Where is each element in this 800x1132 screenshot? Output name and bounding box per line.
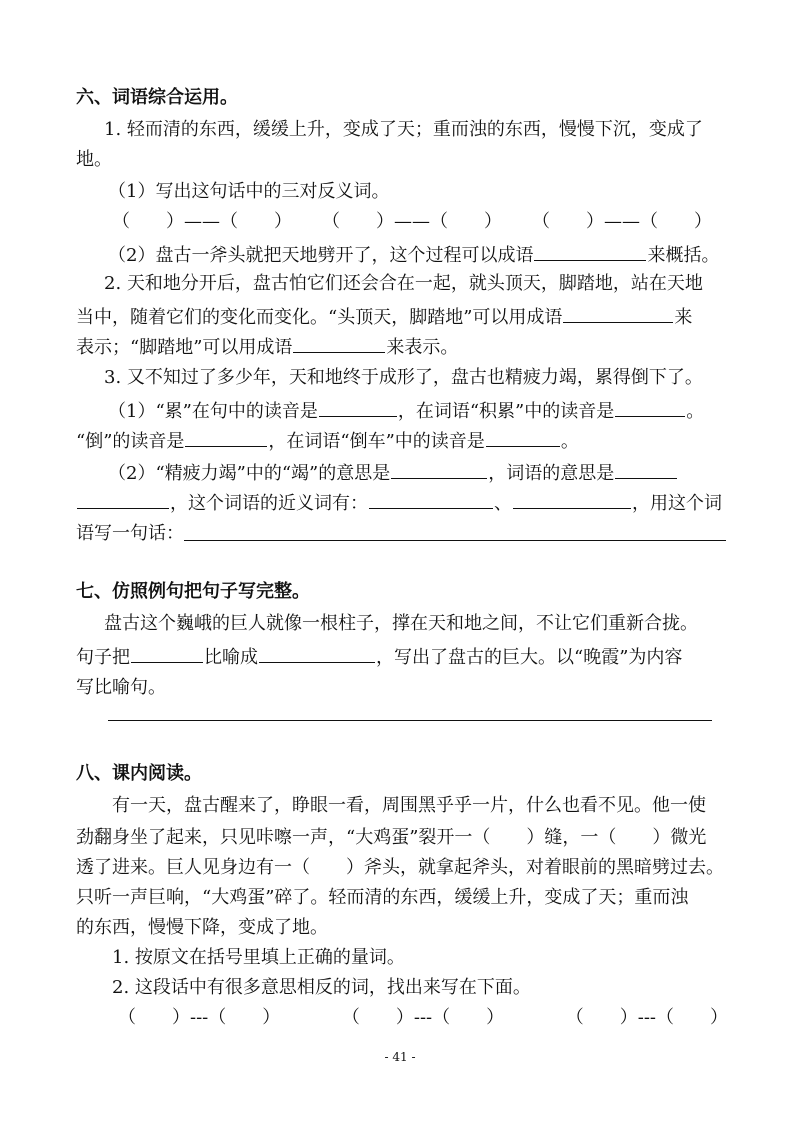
q6-1-sub2-text: （2）盘古一斧头就把天地劈开了，这个过程可以成语 [108, 245, 534, 266]
answer-blank[interactable] [486, 428, 560, 447]
reading-passage-line: 透了进来。巨人见身边有一（ ）斧头，就拿起斧头，对着眼前的黑暗劈过去。 [76, 857, 724, 878]
answer-blank[interactable] [615, 460, 677, 479]
sec7-line2-tail: ，写出了盘古的巨大。以“晚霞”为内容 [376, 647, 683, 668]
answer-blank[interactable] [319, 398, 397, 417]
reading-passage-line: 有一天，盘古醒来了，睁眼一看，周围黑乎乎一片，什么也看不见。他一使 [112, 795, 706, 816]
page-number: - 41 - [384, 1050, 416, 1064]
answer-blank[interactable] [369, 490, 493, 509]
q6-3-s2-tail: ，用这个词 [632, 493, 722, 514]
opposite-pair[interactable]: （ ）---（ ） [118, 1007, 281, 1028]
q6-3-sub2-line2 [76, 490, 722, 516]
q6-3-s1-end2: 。 [560, 431, 579, 452]
opposite-pair[interactable]: （ ）---（ ） [565, 1007, 728, 1028]
reading-passage-line: 只听一声巨响，“大鸡蛋”碎了。轻而清的东西，缓缓上升，变成了天；重而浊 [76, 887, 689, 908]
sentence-writing-line[interactable] [184, 540, 726, 541]
answer-blank[interactable] [534, 242, 646, 261]
q6-3-sub1-line1 [108, 398, 704, 424]
answer-blank[interactable] [185, 428, 267, 447]
q6-3-s1-text: （1）“累”在句中的读音是 [108, 401, 318, 422]
antonym-pair[interactable]: （ ）——（ ） [322, 211, 502, 232]
answer-blank[interactable] [77, 490, 169, 509]
q6-1-sub1: （1）写出这句话中的三对反义词。 [108, 181, 390, 202]
answer-blank[interactable] [259, 644, 375, 663]
q6-1-sub2-tail: 来概括。 [647, 245, 720, 266]
q6-2-line1: 2. 天和地分开后，盘古怕它们还会合在一起，就头顶天，脚踏地，站在天地 [104, 273, 703, 294]
answer-blank[interactable] [131, 644, 203, 663]
q6-2-line2 [76, 304, 692, 330]
reading-passage-line: 的东西，慢慢下降，变成了地。 [76, 917, 328, 938]
sec7-line2-mid: 比喻成 [204, 647, 258, 668]
q6-3-sub2-line3: 语写一句话： [76, 523, 184, 544]
section-7-heading: 七、仿照例句把句子写完整。 [76, 581, 310, 602]
q6-3-sub1-line2 [76, 428, 579, 454]
q6-3-s1-mid2: ，在词语“倒车”中的读音是 [268, 431, 485, 452]
q6-2-line3-tail: 来表示。 [386, 337, 459, 358]
section-8-heading: 八、课内阅读。 [76, 763, 202, 784]
q6-3-line1: 3. 又不知过了多少年，天和地终于成形了，盘古也精疲力竭，累得倒下了。 [104, 367, 703, 388]
sec7-line3: 写比喻句。 [76, 677, 166, 698]
antonym-pair[interactable]: （ ）——（ ） [532, 211, 712, 232]
q6-2-line3-text: 表示；“脚踏地”可以用成语 [76, 337, 293, 358]
sec7-example: 盘古这个巍峨的巨人就像一根柱子，撑在天和地之间，不让它们重新合拢。 [104, 613, 698, 634]
q6-3-s2-text: （2）“精疲力竭”中的“竭”的意思是 [108, 463, 391, 484]
answer-blank[interactable] [391, 460, 487, 479]
q6-3-s1-text2: “倒”的读音是 [76, 431, 185, 452]
q6-2-line3 [76, 334, 458, 360]
q6-3-s2-mid: ，词语的意思是 [488, 463, 615, 484]
antonym-pairs-row [112, 210, 712, 234]
answer-blank[interactable] [563, 304, 673, 323]
simile-writing-line[interactable] [108, 720, 712, 721]
reading-passage-line: 劲翻身坐了起来，只见咔嚓一声，“大鸡蛋”裂开一（ ）缝，一（ ）微光 [76, 827, 707, 848]
q6-1-line1: 1. 轻而清的东西，缓缓上升，变成了天；重而浊的东西，慢慢下沉，变成了 [104, 119, 703, 140]
q6-2-line2-tail: 来 [674, 307, 693, 328]
answer-blank[interactable] [293, 334, 385, 353]
section-6-heading: 六、词语综合运用。 [76, 87, 238, 108]
q6-1-line2: 地。 [76, 149, 112, 170]
sec8-q1: 1. 按原文在括号里填上正确的量词。 [112, 947, 405, 968]
q6-1-sub2 [108, 242, 719, 268]
answer-blank[interactable] [513, 490, 631, 509]
answer-blank[interactable] [615, 398, 685, 417]
q6-3-s2-sep: 、 [494, 493, 512, 514]
opposite-pair[interactable]: （ ）---（ ） [341, 1007, 505, 1028]
opposite-pairs-row [118, 1006, 728, 1030]
sec7-line2 [76, 644, 682, 670]
q6-3-s1-mid: ，在词语“积累”中的读音是 [397, 401, 615, 422]
sec7-line2-text: 句子把 [76, 647, 130, 668]
q6-3-s2-text2: ，这个词语的近义词有： [170, 493, 368, 514]
sec8-q2: 2. 这段话中有很多意思相反的词，找出来写在下面。 [112, 977, 531, 998]
q6-3-s1-end: 。 [686, 401, 705, 422]
q6-3-sub2-line1 [108, 460, 678, 486]
antonym-pair[interactable]: （ ）——（ ） [112, 211, 292, 232]
q6-2-line2-text: 当中，随着它们的变化而变化。“头顶天，脚踏地”可以用成语 [76, 307, 563, 328]
